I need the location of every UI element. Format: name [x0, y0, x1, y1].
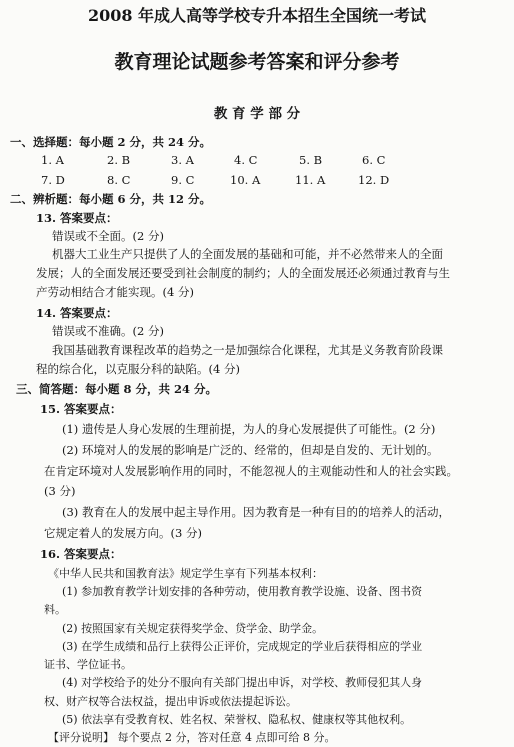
q15-line: (3) 教育在人的发展中起主导作用。因为教育是一种有目的的培养人的活动， [62, 505, 450, 519]
q13-line: 产劳动相结合才能实现。(4 分) [36, 285, 194, 299]
choice-answer: 3. A [171, 153, 194, 167]
q16-line: (4) 对学校给予的处分不服向有关部门提出申诉，对学校、教师侵犯其人身 [62, 676, 423, 690]
q15-line: 它规定着人的发展方向。(3 分) [44, 526, 202, 540]
q16-line: (5) 依法享有受教育权、姓名权、荣誉权、隐私权、健康权等其他权利。 [62, 712, 412, 726]
q16-label: 16. 答案要点： [40, 547, 122, 561]
q16-line: (1) 参加教育教学计划安排的各种劳动，使用教育教学设施、设备、图书资 [62, 585, 423, 599]
q13-label: 13. 答案要点： [36, 211, 118, 225]
choice-answer: 5. B [299, 153, 323, 167]
q14-line: 我国基础教育课程改革的趋势之一是加强综合化课程，尤其是义务教育阶段课 [52, 343, 443, 357]
q14-line: 程的综合化，以克服分科的缺陷。(4 分) [36, 362, 240, 376]
q15-line: 在肯定环境对人发展影响作用的同时，不能忽视人的主观能动性和人的社会实践。 [44, 464, 458, 478]
choice-answer: 8. C [107, 173, 131, 187]
short-heading: 三、简答题：每小题 8 分，共 24 分。 [16, 382, 218, 396]
choice-answer: 2. B [107, 153, 131, 167]
scoring-note: 【评分说明】 每个要点 2 分，答对任意 4 点即可给 8 分。 [48, 731, 336, 744]
analysis-heading: 二、辨析题：每小题 6 分，共 12 分。 [10, 192, 212, 206]
q15-line: (1) 遗传是人身心发展的生理前提，为人的身心发展提供了可能性。(2 分) [62, 422, 436, 436]
choice-answer: 1. A [41, 153, 64, 167]
document-title: 教育理论试题参考答案和评分参考 [114, 51, 400, 73]
q16-line: 料。 [44, 603, 66, 617]
q16-line: (2) 按照国家有关规定获得奖学金、贷学金、助学金。 [62, 621, 324, 635]
choice-answer: 7. D [41, 173, 65, 187]
choice-heading: 一、选择题：每小题 2 分，共 24 分。 [10, 135, 212, 149]
q15-label: 15. 答案要点： [40, 402, 122, 416]
choice-answer: 4. C [234, 153, 258, 167]
q14-line: 错误或不准确。(2 分) [52, 324, 164, 338]
q16-line: 《中华人民共和国教育法》规定学生享有下列基本权利： [48, 567, 323, 580]
q16-line: 权、财产权等合法权益，提出申诉或依法提起诉讼。 [44, 694, 297, 708]
q16-line: (3) 在学生成绩和品行上获得公正评价，完成规定的学业后获得相应的学业 [62, 639, 423, 653]
section-title: 教 育 学 部 分 [213, 106, 301, 122]
q14-label: 14. 答案要点： [36, 306, 118, 320]
q15-line: (2) 环境对人的发展的影响是广泛的、经常的，但却是自发的、无计划的。 [62, 443, 439, 457]
choice-answer: 6. C [362, 153, 386, 167]
choice-answer: 9. C [171, 173, 195, 187]
q16-line: 证书、学位证书。 [44, 658, 132, 672]
q13-line: 错误或不全面。(2 分) [52, 229, 164, 243]
choice-answer: 10. A [230, 173, 261, 187]
q13-line: 发展；人的全面发展还要受到社会制度的制约；人的全面发展还必须通过教育与生 [36, 266, 450, 280]
q15-line: (3 分) [44, 484, 76, 498]
q13-line: 机器大工业生产只提供了人的全面发展的基础和可能，并不必然带来人的全面 [52, 247, 443, 261]
exam-title: 2008 年成人高等学校专升本招生全国统一考试 [87, 6, 427, 25]
choice-answer: 11. A [295, 173, 326, 187]
choice-answer: 12. D [358, 173, 390, 187]
